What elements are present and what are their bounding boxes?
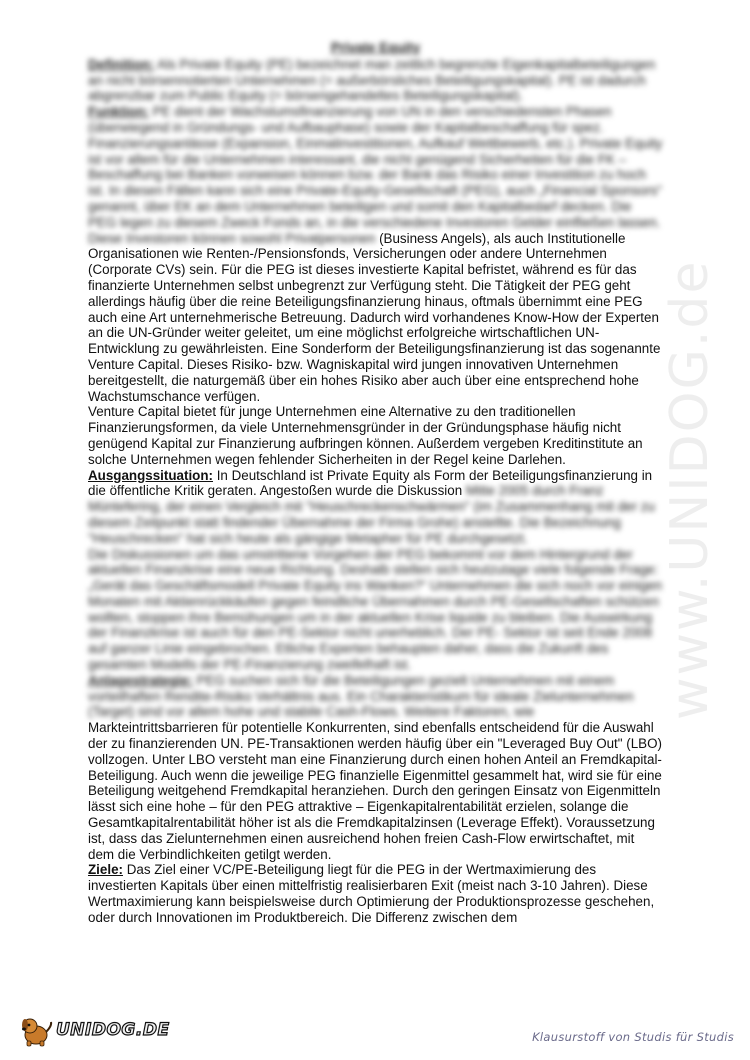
paragraph-finanzkrise: Die Diskussionen um das umstrittene Vorgehen der PEG bekommt vor dem Hintergrund der aktuellen Finanzkrise eine neue Richtung. Deshalb stellen sich heutzutage viele folgende Frage: „Gerät das Geschäftsmodell Private Equity ins Wanken?“ Unternehmen die sich noch vor einigen Monaten mit Aktienrückkäufen gegen feindliche Übernahmen durch PE-Gesellschaften schützen wollten, stoppen ihre Bemühungen um in der aktuellen Krise liquide zu bleiben. Die Auswirkung der Finanzkrise ist auch für den PE-Sektor nicht unerheblich. Der PE- Sektor ist seit Ende 2008 auf ganzer Linie eingebrochen. Etliche Experten behaupten daher, dass die Zukunft des gesamten Modells der PE-Finanzierung zweifelhaft ist.: [88, 546, 663, 673]
definition-text: Als Private Equity (PE) bezeichnet man zeitlich begrenzte Eigenkapitalbeteiligungen an nicht börsennotierten Unternehmen (= außerbörsliches Beteiligungskapital). PE ist dadurch abgrenzbar zum Public Equity (= börsengehandeltes Beteiligungskapital).: [88, 56, 656, 104]
ausgangssituation-clear-text: In Deutschland ist Private Equity als Form der Beteiligungsfinanzierung in die öffentliche Kritik geraten. Angestoßen wurde die Diskussion: [88, 467, 653, 499]
ziele-text: Das Ziel einer VC/PE-Beteiligung liegt für die PEG in der Wertmaximierung des investierten Kapitals über einen mittelfristig realisierbaren Exit (meist nach 3-10 Jahren). Diese Wertmaximierung kann beispielsweise durch Optimierung der Produktionsprozesse geschehen, oder durch Innovationen im Produktbereich. Die Differenz zwischen dem: [88, 862, 655, 925]
anlagestrategie-clear-text: Markteintrittsbarrieren für potentielle Konkurrenten, sind ebenfalls entscheidend für die Auswahl der zu finanzierenden UN. PE-Transaktionen werden häufig über ein "Leveraged Buy Out" (LBO) vollzogen. Unter LBO versteht man eine Finanzierung durch einen hohen Anteil an Fremdkapital-Beteiligung. Auch wenn die jeweilige PEG finanzielle Eigenmittel gesammelt hat, wird sie für eine Beteiligung weitgehend Fremdkapital heranziehen. Durch den geringen Einsatz von Eigenmitteln lässt sich eine hohe – für den PEG attraktive – Eigenkapitalrentabilität erzielen, solange die Gesamtkapitalrentabilität höher ist als die Fremdkapitalzinsen (Leverage Effekt). Voraussetzung ist, dass das Zielunternehmen einen ausreichend hohen freien Cash-Flow erwirtschaftet, mit dem die Verbindlichkeiten getilgt werden.: [88, 720, 662, 862]
footer-slogan: Klausurstoff von Studis für Studis: [532, 1030, 734, 1044]
dog-icon: [18, 1014, 54, 1048]
logo-text: UNIDOG.DE: [56, 1020, 170, 1040]
watermark-text: www.UNIDOG.de: [660, 259, 720, 720]
paragraph-anlagestrategie: [88, 673, 663, 863]
ausgangssituation-blurred-text: Mitte 2005 durch Franz Müntefering, der einen Vergleich mit "Heuschreckenschwärmen" (im Zusammenhang mit der zu diesem Zeitpunkt statt findender Übernahme der Firma Grohe) anstellte. Die Bezeichnung "Heuschrecken" hat sich heute als gängige Metapher für PE durchgesetzt.: [88, 483, 655, 546]
document-title: Private Equity: [330, 40, 421, 55]
funktion-blurred-block: [88, 104, 662, 245]
paragraph-funktion: [88, 104, 663, 404]
anlagestrategie-blurred-text: PEG suchen sich für die Beteiligungen gezielt Unternehmen mit einem vorteilhaften Rendite-Risiko Verhältnis aus. Ein Charakteristikum für ideale Zielunternehmen (Target) sind vor allem hohe und stabile Cash-Flows. Weitere Faktoren, wie: [88, 672, 634, 720]
paragraph-ziele: [88, 862, 663, 925]
heading-definition: Definition:: [88, 56, 155, 72]
anlagestrategie-blurred-block: [88, 673, 634, 720]
heading-ausgangssituation: Ausgangssituation:: [88, 467, 213, 483]
heading-anlagestrategie: Anlagestrategie:: [88, 672, 193, 688]
heading-funktion: Funktion:: [88, 104, 149, 120]
document-body: [88, 40, 663, 926]
paragraph-venture-capital: Venture Capital bietet für junge Unternehmen eine Alternative zu den traditionellen Finanzierungsformen, da viele Unternehmensgründer in der Gründungsphase häufig nicht genügend Kapital zur Finanzierung aufbringen können. Außerdem vergeben Kreditinstitute an solche Unternehmen wegen fehlender Sicherheiten in der Regel keine Darlehen.: [88, 404, 643, 467]
funktion-blurred-text: PE dient der Wachstumsfinanzierung von UN in den verschiedensten Phasen (überwiegend in Gründungs- und Aufbauphase) sowie der Kapitalbeschaffung für spez. Finanzierungsanlässe (Expansion, Einmalinvestitionen, Aufkauf Wettbewerb, etc.). Private Equity ist vor allem für die Unternehmen interessant, die nicht genügend Sicherheiten für die FK – Beschaffung bei Banken vorweisen können bzw. der Bank das Risiko einer Investition zu hoch ist. In diesen Fällen kann sich eine Private-Equity-Gesellschaft (PEG), auch „Financial Sponsors“ genannt, über EK an dem Unternehmen beteiligen und somit den Kapitalbedarf decken. Die PEG legen zu diesem Zweck Fonds an, in die verschiedene Investoren Gelder einfließen lassen. Diese Investoren können sowohl Privatpersonen: [88, 104, 663, 246]
heading-ziele: Ziele:: [88, 862, 123, 878]
funktion-clear-text: (Business Angels), als auch Institutionelle Organisationen wie Renten-/Pensionsfonds, Versicherungen oder andere Unternehmen (Corporate CVs) sein. Für die PEG ist dieses investierte Kapital befristet, während es für das finanzierte Unternehmen selbst unbegrenzt zur Verfügung steht. Die Tätigkeit der PEG geht allerdings häufig über die reine Beteiligungsfinanzierung hinaus, oftmals übernimmt eine PEG auch eine Art unternehmerische Betreuung. Dadurch wird vorhandenes Know-How der Experten an die UN-Gründer weiter geleitet, um eine möglichst erfolgreiche wirtschaftlichen UN-Entwicklung zu gewährleisten. Eine Sonderform der Beteiligungsfinanzierung ist das sogenannte Venture Capital. Dieses Risiko- bzw. Wagniskapital wird jungen innovativen Unternehmen bereitgestellt, die naturgemäß über ein hohes Risiko aber auch über eine entsprechend hohe Wachstumschance verfügen.: [88, 230, 661, 404]
unidog-logo: [18, 1014, 168, 1048]
paragraph-ausgangssituation: [88, 468, 663, 547]
paragraph-definition: [88, 57, 663, 104]
